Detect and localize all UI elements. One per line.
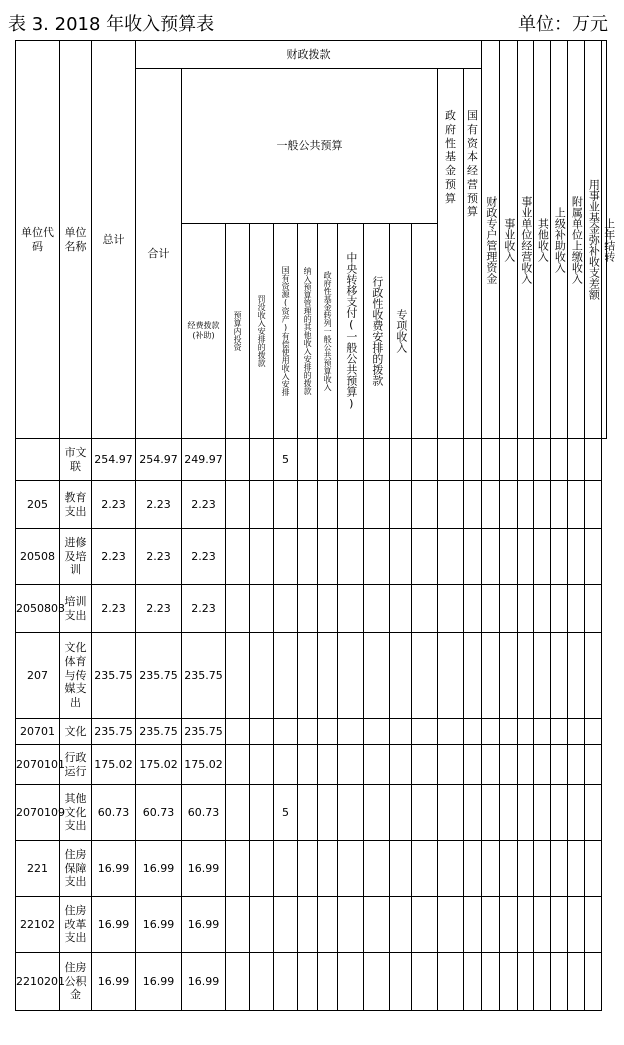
header-upper-subsidy: 上级补助收入: [551, 41, 568, 439]
empty-cell: [412, 897, 438, 953]
empty-cell: [298, 633, 318, 719]
empty-cell: [534, 633, 551, 719]
empty-cell: [518, 529, 534, 585]
row-funding: 60.73: [182, 785, 226, 841]
empty-cell: [534, 785, 551, 841]
empty-cell: [464, 841, 482, 897]
empty-cell: [482, 633, 500, 719]
empty-cell: [390, 633, 412, 719]
empty-cell: [534, 897, 551, 953]
empty-cell: [412, 439, 438, 481]
header-fund-balance: 用事业基金弥补收支差额: [585, 41, 602, 439]
empty-cell: [364, 745, 390, 785]
empty-cell: [482, 953, 500, 1011]
header-total: 总计: [92, 41, 136, 439]
empty-cell: [500, 719, 518, 745]
empty-cell: [390, 529, 412, 585]
empty-cell: [464, 719, 482, 745]
empty-cell: [390, 953, 412, 1011]
empty-cell: [250, 953, 274, 1011]
row-subtotal: 16.99: [136, 897, 182, 953]
row-state-assets: [274, 529, 298, 585]
empty-cell: [250, 897, 274, 953]
row-subtotal: 235.75: [136, 633, 182, 719]
row-state-assets: [274, 897, 298, 953]
empty-cell: [226, 745, 250, 785]
empty-cell: [250, 585, 274, 633]
empty-cell: [568, 481, 585, 529]
empty-cell: [226, 953, 250, 1011]
empty-cell: [568, 439, 585, 481]
empty-cell: [482, 585, 500, 633]
empty-cell: [438, 481, 464, 529]
empty-cell: [390, 719, 412, 745]
row-total: 16.99: [92, 953, 136, 1011]
row-name: 文化: [60, 719, 92, 745]
empty-cell: [298, 953, 318, 1011]
empty-cell: [518, 719, 534, 745]
empty-cell: [298, 785, 318, 841]
table-row: [16, 529, 607, 585]
empty-cell: [464, 439, 482, 481]
empty-cell: [568, 841, 585, 897]
empty-cell: [338, 953, 364, 1011]
empty-cell: [534, 481, 551, 529]
empty-cell: [250, 529, 274, 585]
empty-cell: [482, 745, 500, 785]
row-state-assets: 5: [274, 439, 298, 481]
empty-cell: [568, 897, 585, 953]
row-code: 22102: [16, 897, 60, 953]
empty-cell: [390, 785, 412, 841]
empty-cell: [482, 897, 500, 953]
empty-cell: [585, 841, 602, 897]
empty-cell: [338, 719, 364, 745]
empty-cell: [412, 481, 438, 529]
empty-cell: [518, 897, 534, 953]
empty-cell: [568, 529, 585, 585]
empty-cell: [551, 841, 568, 897]
empty-cell: [518, 585, 534, 633]
empty-cell: [568, 953, 585, 1011]
empty-cell: [568, 745, 585, 785]
row-funding: 2.23: [182, 585, 226, 633]
empty-cell: [318, 585, 338, 633]
empty-cell: [438, 953, 464, 1011]
empty-cell: [585, 953, 602, 1011]
row-name: 住房改革支出: [60, 897, 92, 953]
empty-cell: [364, 841, 390, 897]
empty-cell: [250, 785, 274, 841]
empty-cell: [585, 529, 602, 585]
empty-cell: [226, 785, 250, 841]
empty-cell: [250, 841, 274, 897]
row-code: 207: [16, 633, 60, 719]
row-code: 2070101: [16, 745, 60, 785]
header-nontax: 纳入预算管理的其他收入安排的拨款: [298, 224, 318, 439]
empty-cell: [226, 481, 250, 529]
row-total: 175.02: [92, 745, 136, 785]
empty-cell: [338, 841, 364, 897]
empty-cell: [390, 745, 412, 785]
row-funding: 235.75: [182, 633, 226, 719]
header-admin-fee: 行政性收费安排的拨款: [364, 224, 390, 439]
row-total: 60.73: [92, 785, 136, 841]
empty-cell: [482, 785, 500, 841]
row-funding: 2.23: [182, 529, 226, 585]
unit-label: 单位：万元: [518, 14, 608, 35]
empty-cell: [551, 745, 568, 785]
empty-cell: [551, 481, 568, 529]
empty-cell: [438, 633, 464, 719]
empty-cell: [364, 719, 390, 745]
empty-cell: [464, 897, 482, 953]
empty-cell: [500, 841, 518, 897]
empty-cell: [318, 633, 338, 719]
row-state-assets: [274, 585, 298, 633]
table-row: [16, 745, 607, 785]
table-row: [16, 439, 607, 481]
empty-cell: [338, 785, 364, 841]
empty-cell: [518, 785, 534, 841]
empty-cell: [438, 529, 464, 585]
empty-cell: [250, 745, 274, 785]
empty-cell: [226, 439, 250, 481]
empty-cell: [534, 953, 551, 1011]
empty-cell: [438, 841, 464, 897]
empty-cell: [518, 481, 534, 529]
row-code: 20701: [16, 719, 60, 745]
empty-cell: [390, 439, 412, 481]
header-special: 专项收入: [390, 224, 412, 439]
empty-cell: [568, 785, 585, 841]
row-funding: 16.99: [182, 897, 226, 953]
row-subtotal: 235.75: [136, 719, 182, 745]
empty-cell: [318, 481, 338, 529]
table-row: [16, 785, 607, 841]
empty-cell: [250, 719, 274, 745]
row-name: 市文联: [60, 439, 92, 481]
row-code: 221: [16, 841, 60, 897]
empty-cell: [438, 439, 464, 481]
row-subtotal: 2.23: [136, 585, 182, 633]
empty-cell: [551, 785, 568, 841]
row-state-assets: [274, 719, 298, 745]
empty-cell: [338, 585, 364, 633]
empty-cell: [482, 841, 500, 897]
row-subtotal: 175.02: [136, 745, 182, 785]
header-funding: 经费拨款(补助): [182, 224, 226, 439]
empty-cell: [298, 529, 318, 585]
row-name: 其他文化支出: [60, 785, 92, 841]
empty-cell: [412, 719, 438, 745]
row-name: 住房公积金: [60, 953, 92, 1011]
header-fiscal-alloc: 财政拨款: [136, 41, 482, 69]
row-subtotal: 16.99: [136, 841, 182, 897]
empty-cell: [438, 719, 464, 745]
empty-cell: [226, 719, 250, 745]
header-subtotal: 合计: [136, 69, 182, 439]
row-total: 16.99: [92, 841, 136, 897]
empty-cell: [438, 897, 464, 953]
empty-cell: [298, 719, 318, 745]
header-in-budget-invest: 预算内投资: [226, 224, 250, 439]
row-subtotal: 254.97: [136, 439, 182, 481]
empty-cell: [412, 585, 438, 633]
row-funding: 235.75: [182, 719, 226, 745]
empty-cell: [482, 529, 500, 585]
empty-cell: [534, 841, 551, 897]
table-row: [16, 719, 607, 745]
empty-cell: [412, 785, 438, 841]
empty-cell: [318, 841, 338, 897]
table-row: [16, 633, 607, 719]
table-row: [16, 953, 607, 1011]
row-name: 行政运行: [60, 745, 92, 785]
empty-cell: [338, 633, 364, 719]
header-central-transfer: 中央转移支付(一般公共预算): [338, 224, 364, 439]
row-total: 2.23: [92, 529, 136, 585]
empty-cell: [298, 841, 318, 897]
empty-cell: [464, 953, 482, 1011]
empty-cell: [482, 481, 500, 529]
row-state-assets: 5: [274, 785, 298, 841]
row-name: 教育支出: [60, 481, 92, 529]
row-code: [16, 439, 60, 481]
row-name: 培训支出: [60, 585, 92, 633]
header-fines: 罚没收入安排的拨款: [250, 224, 274, 439]
empty-cell: [551, 585, 568, 633]
empty-cell: [298, 745, 318, 785]
empty-cell: [338, 481, 364, 529]
empty-cell: [412, 745, 438, 785]
header-general-budget: 一般公共预算: [182, 69, 438, 224]
row-state-assets: [274, 745, 298, 785]
header-business-income: 事业收入: [500, 41, 518, 439]
revenue-budget-table: [15, 40, 616, 1011]
empty-cell: [364, 897, 390, 953]
empty-cell: [585, 439, 602, 481]
empty-cell: [250, 633, 274, 719]
empty-cell: [585, 585, 602, 633]
empty-cell: [318, 745, 338, 785]
row-state-assets: [274, 841, 298, 897]
empty-cell: [568, 633, 585, 719]
empty-cell: [551, 439, 568, 481]
header-state-capital: 国有资本经营预算: [464, 69, 482, 439]
header-other-income: 其他收入: [534, 41, 551, 439]
empty-cell: [364, 633, 390, 719]
empty-cell: [500, 953, 518, 1011]
empty-cell: [250, 439, 274, 481]
empty-cell: [318, 785, 338, 841]
empty-cell: [412, 529, 438, 585]
empty-cell: [226, 529, 250, 585]
row-funding: 2.23: [182, 481, 226, 529]
empty-cell: [390, 585, 412, 633]
empty-cell: [464, 745, 482, 785]
row-code: 20508: [16, 529, 60, 585]
empty-cell: [500, 785, 518, 841]
row-funding: 16.99: [182, 953, 226, 1011]
header-affiliated: 附属单位上缴收入: [568, 41, 585, 439]
empty-cell: [412, 953, 438, 1011]
row-total: 235.75: [92, 719, 136, 745]
table-row: [16, 841, 607, 897]
header-unit-code: 单位代码: [16, 41, 60, 439]
empty-cell: [464, 785, 482, 841]
row-name: 文化体育与传媒支出: [60, 633, 92, 719]
empty-cell: [364, 953, 390, 1011]
empty-cell: [568, 719, 585, 745]
row-code: 205: [16, 481, 60, 529]
empty-cell: [298, 585, 318, 633]
empty-cell: [464, 585, 482, 633]
empty-cell: [500, 745, 518, 785]
empty-cell: [338, 529, 364, 585]
empty-cell: [464, 529, 482, 585]
empty-cell: [500, 439, 518, 481]
row-subtotal: 2.23: [136, 529, 182, 585]
empty-cell: [438, 585, 464, 633]
empty-cell: [318, 953, 338, 1011]
empty-cell: [364, 585, 390, 633]
table-row: [16, 585, 607, 633]
empty-cell: [585, 897, 602, 953]
empty-cell: [390, 481, 412, 529]
header-operating-income: 事业单位经营收入: [518, 41, 534, 439]
empty-cell: [551, 719, 568, 745]
empty-cell: [464, 481, 482, 529]
row-total: 2.23: [92, 585, 136, 633]
row-name: 住房保障支出: [60, 841, 92, 897]
header-state-assets: 国有资源(资产)有偿使用收入安排: [274, 224, 298, 439]
row-subtotal: 60.73: [136, 785, 182, 841]
empty-cell: [318, 719, 338, 745]
empty-cell: [568, 585, 585, 633]
empty-cell: [500, 481, 518, 529]
empty-cell: [500, 529, 518, 585]
empty-cell: [250, 481, 274, 529]
row-funding: 16.99: [182, 841, 226, 897]
empty-cell: [585, 785, 602, 841]
empty-cell: [482, 439, 500, 481]
empty-cell: [534, 585, 551, 633]
empty-cell: [482, 719, 500, 745]
header-unit-name: 单位名称: [60, 41, 92, 439]
empty-cell: [226, 841, 250, 897]
empty-cell: [551, 953, 568, 1011]
table-title: 表 3. 2018 年收入预算表: [8, 14, 215, 35]
row-state-assets: [274, 481, 298, 529]
row-total: 2.23: [92, 481, 136, 529]
header-fiscal-special: 财政专户管理资金: [482, 41, 500, 439]
row-subtotal: 16.99: [136, 953, 182, 1011]
empty-cell: [585, 719, 602, 745]
header-blank: [412, 224, 438, 439]
row-name: 进修及培训: [60, 529, 92, 585]
table-row: [16, 481, 607, 529]
row-code: 2050803: [16, 585, 60, 633]
row-total: 235.75: [92, 633, 136, 719]
empty-cell: [298, 439, 318, 481]
empty-cell: [226, 897, 250, 953]
row-state-assets: [274, 633, 298, 719]
empty-cell: [534, 719, 551, 745]
empty-cell: [518, 953, 534, 1011]
empty-cell: [318, 529, 338, 585]
empty-cell: [364, 529, 390, 585]
row-code: 2070109: [16, 785, 60, 841]
empty-cell: [534, 745, 551, 785]
empty-cell: [438, 785, 464, 841]
row-subtotal: 2.23: [136, 481, 182, 529]
empty-cell: [500, 633, 518, 719]
empty-cell: [338, 745, 364, 785]
empty-cell: [412, 633, 438, 719]
empty-cell: [226, 585, 250, 633]
row-total: 254.97: [92, 439, 136, 481]
row-code: 2210201: [16, 953, 60, 1011]
empty-cell: [551, 529, 568, 585]
empty-cell: [364, 439, 390, 481]
empty-cell: [318, 897, 338, 953]
empty-cell: [364, 785, 390, 841]
row-funding: 175.02: [182, 745, 226, 785]
empty-cell: [298, 481, 318, 529]
empty-cell: [364, 481, 390, 529]
empty-cell: [318, 439, 338, 481]
row-funding: 249.97: [182, 439, 226, 481]
empty-cell: [551, 897, 568, 953]
empty-cell: [338, 897, 364, 953]
header-carryover: 上年结转: [602, 41, 607, 439]
empty-cell: [464, 633, 482, 719]
empty-cell: [500, 897, 518, 953]
empty-cell: [390, 897, 412, 953]
empty-cell: [585, 745, 602, 785]
empty-cell: [518, 633, 534, 719]
empty-cell: [518, 745, 534, 785]
empty-cell: [551, 633, 568, 719]
table-row: [16, 897, 607, 953]
empty-cell: [534, 439, 551, 481]
empty-cell: [585, 481, 602, 529]
empty-cell: [585, 633, 602, 719]
empty-cell: [438, 745, 464, 785]
header-govfund-transfer: 政府性基金转列一般公共预算收入: [318, 224, 338, 439]
row-total: 16.99: [92, 897, 136, 953]
empty-cell: [518, 841, 534, 897]
empty-cell: [534, 529, 551, 585]
empty-cell: [390, 841, 412, 897]
row-state-assets: [274, 953, 298, 1011]
empty-cell: [412, 841, 438, 897]
header-gov-fund: 政府性基金预算: [438, 69, 464, 439]
empty-cell: [518, 439, 534, 481]
empty-cell: [298, 897, 318, 953]
empty-cell: [226, 633, 250, 719]
empty-cell: [500, 585, 518, 633]
empty-cell: [338, 439, 364, 481]
